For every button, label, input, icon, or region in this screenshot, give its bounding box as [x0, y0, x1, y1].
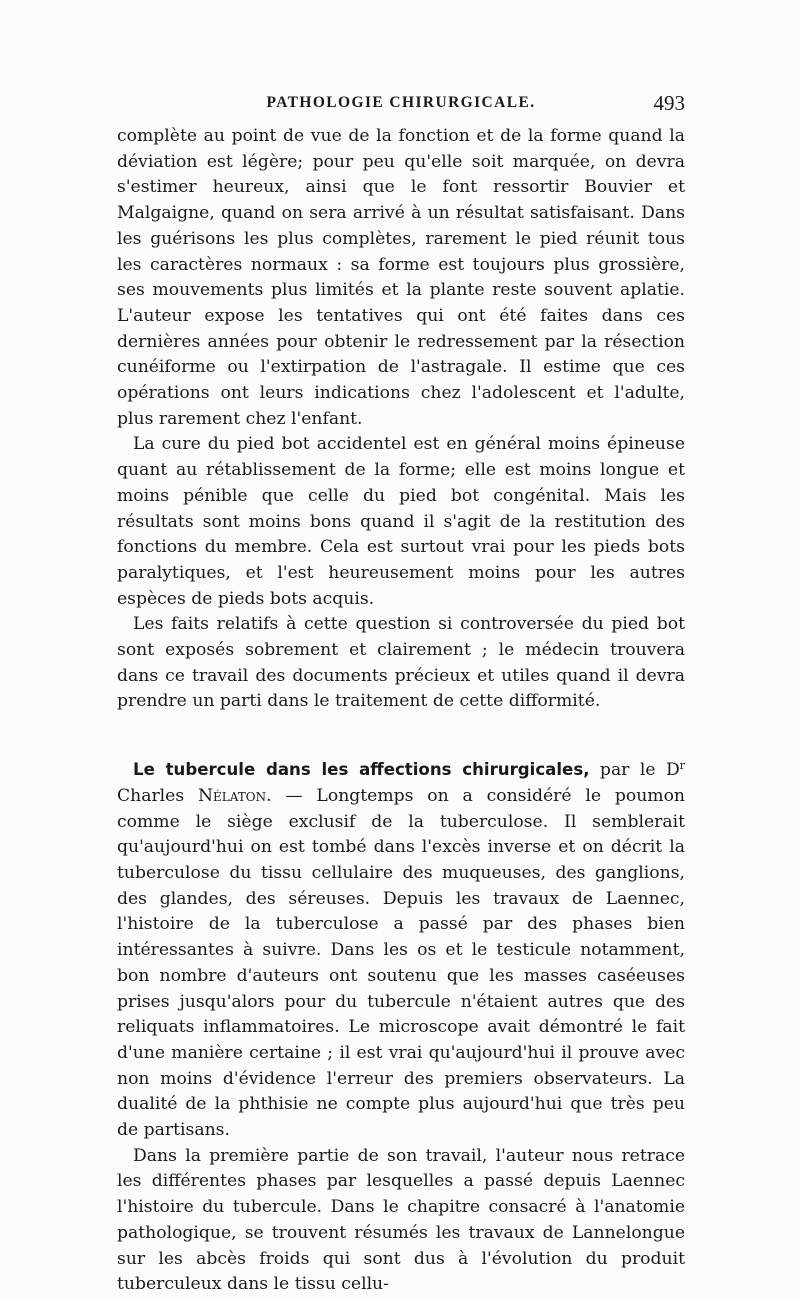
- author-last-name: Nélaton.: [198, 785, 272, 806]
- paragraph-1: complète au point de vue de la fonction et de la forme quand la déviation est légère; pour peu qu'elle soit marquée, on devra s'estimer heureux, ainsi que le font ressortir Bouvier et Malgaigne, quand on sera arrivé à un résultat satisfaisant. Dans les guérisons les plus complètes, rarement le pied réunit tous les caractères normaux : sa forme est toujours plus grossière, ses mouvements plus limités et la plante reste souvent aplatie. L'auteur expose les tentatives qui ont été faites dans ces dernières années pour obtenir le redressement par la résection cunéiforme ou l'extirpation de l'astragale. Il estime que ces opérations ont leurs indications chez l'adolescent et l'adulte, plus rarement chez l'enfant.: [117, 126, 685, 429]
- paragraph-5: Dans la première partie de son travail, l'auteur nous retrace les différentes phases par lesquelles a passé depuis Laennec l'histoire du tubercule. Dans le chapitre consacré à l'anatomie pathologique, se trouvent résumés les travaux de Lannelongue sur les abcès froids qui sont dus à l'évolution du produit tuberculeux dans le tissu cellu-: [117, 1145, 685, 1295]
- page-header: [117, 91, 685, 118]
- review-paragraph: [117, 753, 685, 1144]
- review-by: par le D: [589, 760, 680, 781]
- running-title: PATHOLOGIE CHIRURGICALE.: [266, 94, 536, 111]
- paragraph-2: La cure du pied bot accidentel est en général moins épineuse quant au rétablissement de la forme; elle est moins longue et moins pénible que celle du pied bot congénital. Mais les résultats sont moins bons quand il s'agit de la restitution des fonctions du membre. Cela est surtout vrai pour les pieds bots paralytiques, et l'est heureusement moins pour les autres espèces de pieds bots acquis.: [117, 434, 685, 609]
- page-number: 493: [653, 91, 685, 115]
- author-first-name: Charles: [117, 785, 198, 806]
- body-text: [117, 124, 685, 1298]
- doctor-superscript: r: [679, 759, 685, 773]
- review-text: — Longtemps on a considéré le poumon comme le siège exclusif de la tuberculose. Il semblerait qu'aujourd'hui on est tombé dans l'excès inverse et on décrit la tuberculose du tissu cellulaire des muqueuses, des ganglions, des glandes, des séreuses. Depuis les travaux de Laennec, l'histoire de la tuberculose a passé par des phases bien intéressantes à suivre. Dans les os et le testicule notamment, bon nombre d'auteurs ont soutenu que les masses caséeuses prises jusqu'alors pour du tubercule n'étaient autres que des reliquats inflammatoires. Le microscope avait démontré le fait d'une manière certaine ; il est vrai qu'aujourd'hui il prouve avec non moins d'évidence l'erreur des premiers observateurs. La dualité de la phthisie ne compte plus aujourd'hui que très peu de partisans.: [117, 785, 685, 1141]
- paragraph-3: Les faits relatifs à cette question si controversée du pied bot sont exposés sobrement et clairement ; le médecin trouvera dans ce travail des documents précieux et utiles quand il devra prendre un parti dans le traitement de cette difformité.: [117, 614, 685, 712]
- review-title: Le tubercule dans les affections chirurgicales,: [133, 760, 590, 780]
